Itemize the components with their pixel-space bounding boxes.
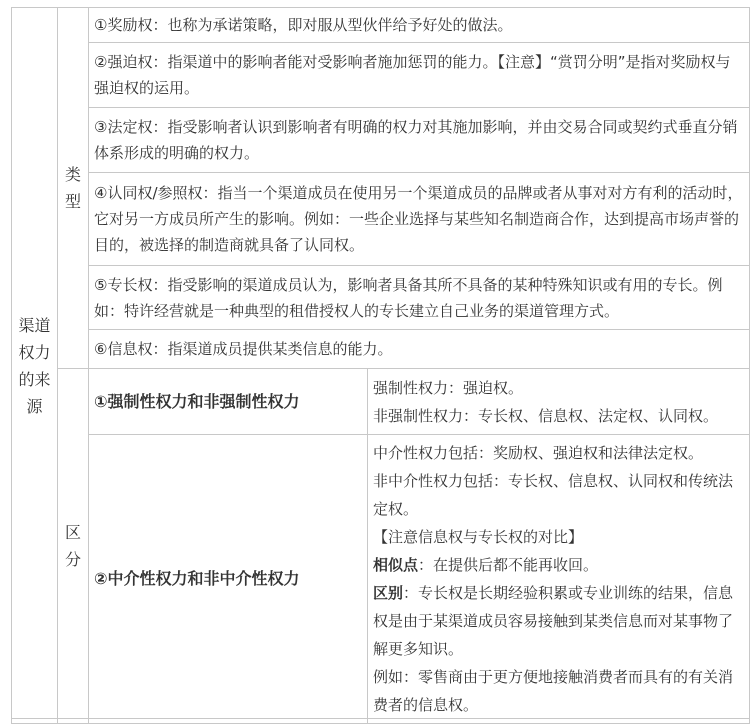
power-source-table [11,7,750,724]
distinction-label: 区分 [64,523,81,569]
type-row-2 [12,43,750,108]
source-label-cell [12,8,58,724]
detail-line: 【注意信息权与专长权的对比】 [373,528,584,546]
type-item-legitimate: ③法定权：指受影响者认识到影响者有明确的权力对其施加影响，并由交易合同或契约式垂直分销体系形成的明确的权力。 [89,108,750,173]
distinction-detail-coercive [368,369,750,435]
detail-line: 中介性权力包括：奖励权、强迫权和法律法定权。 [373,444,704,462]
detail-line: 相似点：在提供后都不能再收回。 [373,556,599,574]
type-row-3 [12,108,750,173]
distinction-detail-mediated [368,435,750,724]
type-row-1 [12,8,750,43]
type-item-coercive: ②强迫权：指渠道中的影响者能对受影响者施加惩罚的能力。【注意】“赏罚分明”是指对奖励权与强迫权的运用。 [89,43,750,108]
source-label: 渠道权力的来源 [18,315,51,416]
detail-line: 非强制性权力：专长权、信息权、法定权、认同权。 [373,406,719,425]
type-label: 类型 [64,165,81,211]
type-label-cell [58,8,89,369]
detail-line: 强制性权力：强迫权。 [373,378,524,397]
type-item-reward: ①奖励权：也称为承诺策略，即对服从型伙伴给予好处的做法。 [89,8,750,43]
detail-line: 区别：专长权是长期经验积累或专业训练的结果，信息权是由于某渠道成员容易接触到某类信息而对某事物了解更多知识。 [373,584,734,658]
type-row-6 [12,330,750,369]
distinction-heading-coercive: ①强制性权力和非强制性权力 [89,369,368,435]
distinction-row-2 [12,435,750,724]
distinction-row-1 [12,369,750,435]
type-item-information: ⑥信息权：指渠道成员提供某类信息的能力。 [89,330,750,369]
distinction-label-cell [58,369,89,724]
type-item-expert: ⑤专长权：指受影响的渠道成员认为，影响者具备其所不具备的某种特殊知识或有用的专长。例如：特许经营就是一种典型的租借授权人的专长建立自己业务的渠道管理方式。 [89,266,750,330]
detail-line: 非中介性权力包括：专长权、信息权、认同权和传统法定权。 [373,472,734,518]
distinction-heading-mediated: ②中介性权力和非中介性权力 [89,435,368,724]
type-item-referent: ④认同权/参照权：指当一个渠道成员在使用另一个渠道成员的品牌或者从事对对方有利的活动时，它对另一方成员所产生的影响。例如：一些企业选择与某些知名制造商合作，达到提高市场声誉的目的，被选择的制造商就具备了认同权。 [89,173,750,266]
type-row-5 [12,266,750,330]
detail-line: 例如：零售商由于更方便地接触消费者而具有的有关消费者的信息权。 [373,668,734,714]
type-row-4 [12,173,750,266]
